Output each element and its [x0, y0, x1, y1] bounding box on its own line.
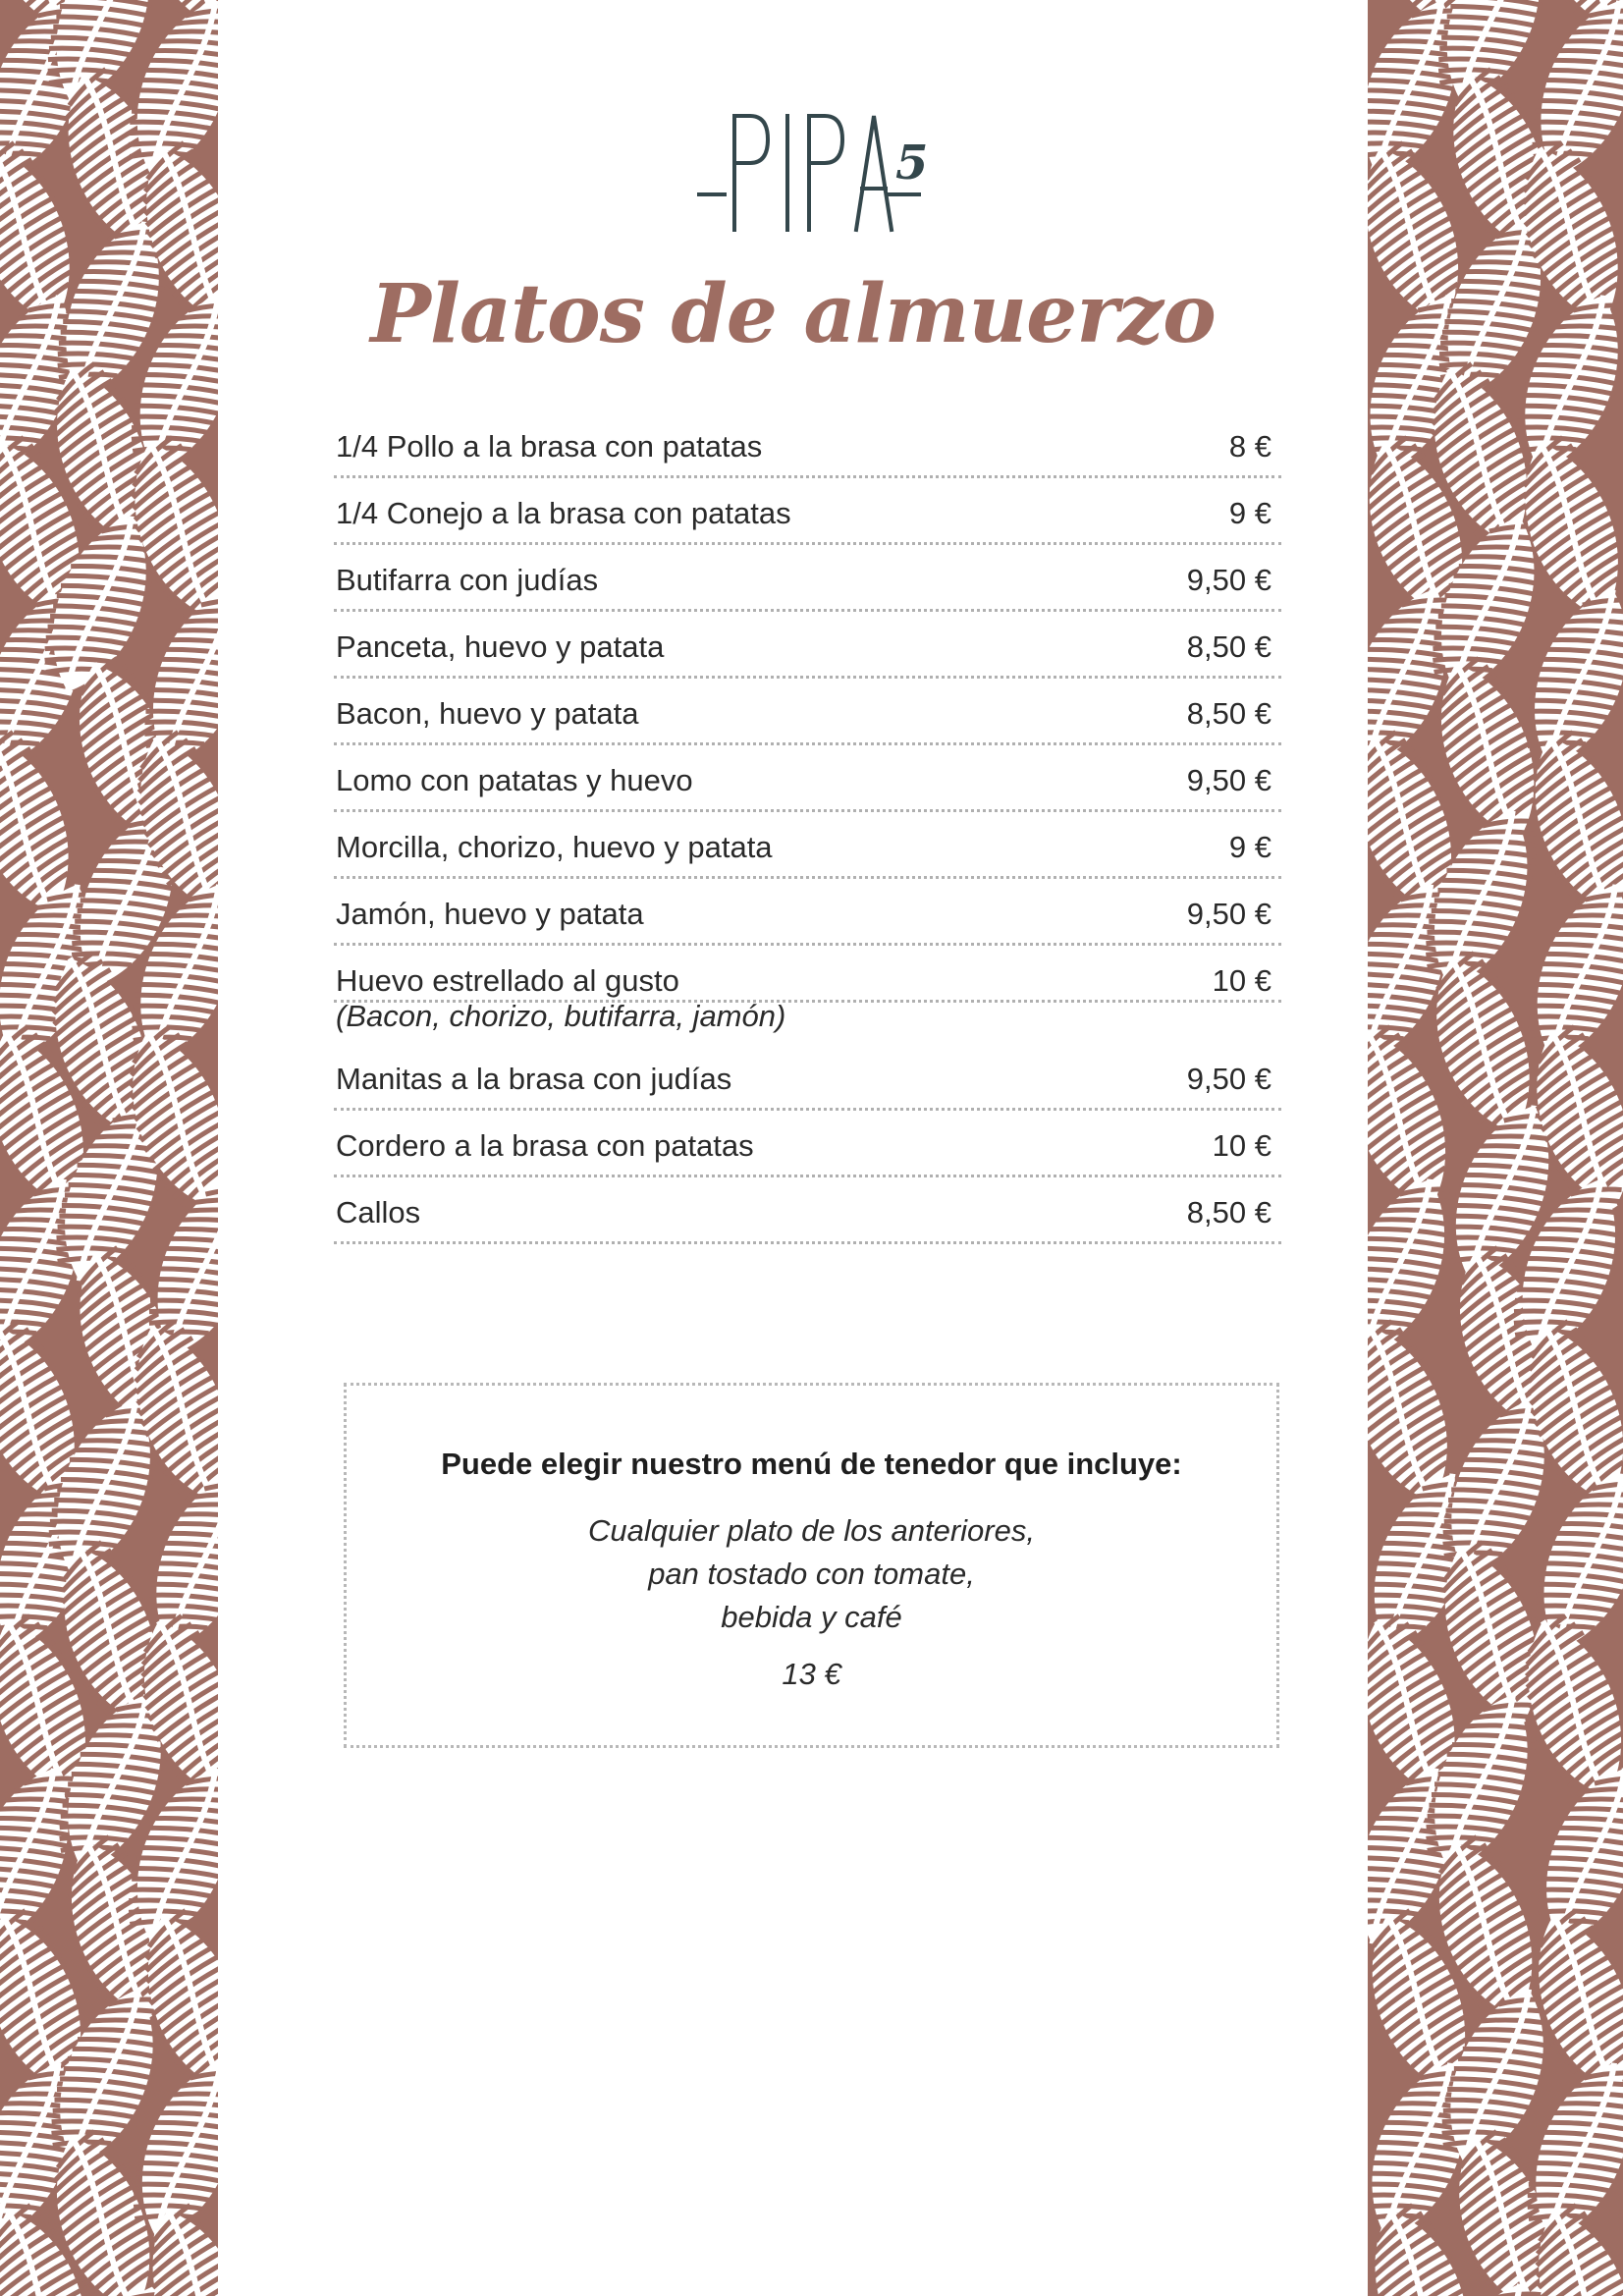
menu-offer-box [344, 1383, 1279, 1748]
menu-item [334, 558, 1281, 612]
leaf-pattern-left [0, 0, 218, 2296]
offer-line: Cualquier plato de los anteriores, [588, 1513, 1035, 1548]
leaf-pattern-right [1368, 0, 1623, 2296]
leaf-pattern-right-graphic [1368, 0, 1623, 2296]
menu-item-name: Butifarra con judías [336, 563, 599, 597]
menu-item-price: 9,50 € [1186, 563, 1271, 597]
menu-item-price: 9,50 € [1186, 1062, 1271, 1096]
logo [0, 98, 1623, 246]
menu-item-name: Lomo con patatas y huevo [336, 763, 693, 797]
menu-item-price: 8,50 € [1186, 629, 1271, 664]
menu-item-price: 10 € [1212, 1128, 1271, 1163]
leaf-pattern-left-graphic [0, 0, 218, 2296]
menu-item-name: 1/4 Conejo a la brasa con patatas [336, 496, 791, 530]
menu-item-name: Callos [336, 1195, 421, 1230]
offer-heading: Puede elegir nuestro menú de tenedor que incluye: [441, 1447, 1182, 1481]
menu-item-price: 9 € [1228, 830, 1271, 864]
menu-item [334, 1190, 1281, 1244]
menu-item [334, 1057, 1281, 1111]
page-title: Platos de almuerzo [370, 267, 1216, 361]
menu-item-price: 9,50 € [1186, 897, 1271, 931]
menu-item-price: 8,50 € [1186, 1195, 1271, 1230]
menu-item-name: Manitas a la brasa con judías [336, 1062, 732, 1096]
menu-item-price: 8 € [1228, 429, 1271, 464]
menu-item-name: Morcilla, chorizo, huevo y patata [336, 830, 773, 864]
menu-item [334, 491, 1281, 545]
offer-description [347, 1509, 1276, 1639]
pipa5-logo-graphic [687, 98, 943, 236]
menu-item-name: Bacon, huevo y patata [336, 696, 639, 731]
menu-item [334, 691, 1281, 745]
menu-item-price: 9,50 € [1186, 763, 1271, 797]
svg-text:5: 5 [895, 136, 929, 191]
menu-item-price: 9 € [1228, 496, 1271, 530]
menu-list [334, 424, 1281, 1257]
menu-item-name: Huevo estrellado al gusto [336, 963, 679, 998]
menu-item [334, 958, 1281, 1044]
menu-item-note: (Bacon, chorizo, butifarra, jamón) [336, 999, 786, 1033]
menu-item-name: Jamón, huevo y patata [336, 897, 644, 931]
menu-item-name: Panceta, huevo y patata [336, 629, 665, 664]
menu-item [334, 758, 1281, 812]
offer-line: bebida y café [721, 1600, 902, 1634]
menu-item [334, 825, 1281, 879]
offer-price: 13 € [782, 1657, 841, 1691]
menu-item [334, 625, 1281, 679]
menu-item-name: 1/4 Pollo a la brasa con patatas [336, 429, 763, 464]
menu-item-price: 10 € [1212, 963, 1271, 998]
menu-item [334, 424, 1281, 478]
menu-item [334, 1123, 1281, 1177]
menu-item [334, 892, 1281, 946]
menu-item-name: Cordero a la brasa con patatas [336, 1128, 754, 1163]
menu-item-price: 8,50 € [1186, 696, 1271, 731]
offer-line: pan tostado con tomate, [648, 1557, 975, 1591]
